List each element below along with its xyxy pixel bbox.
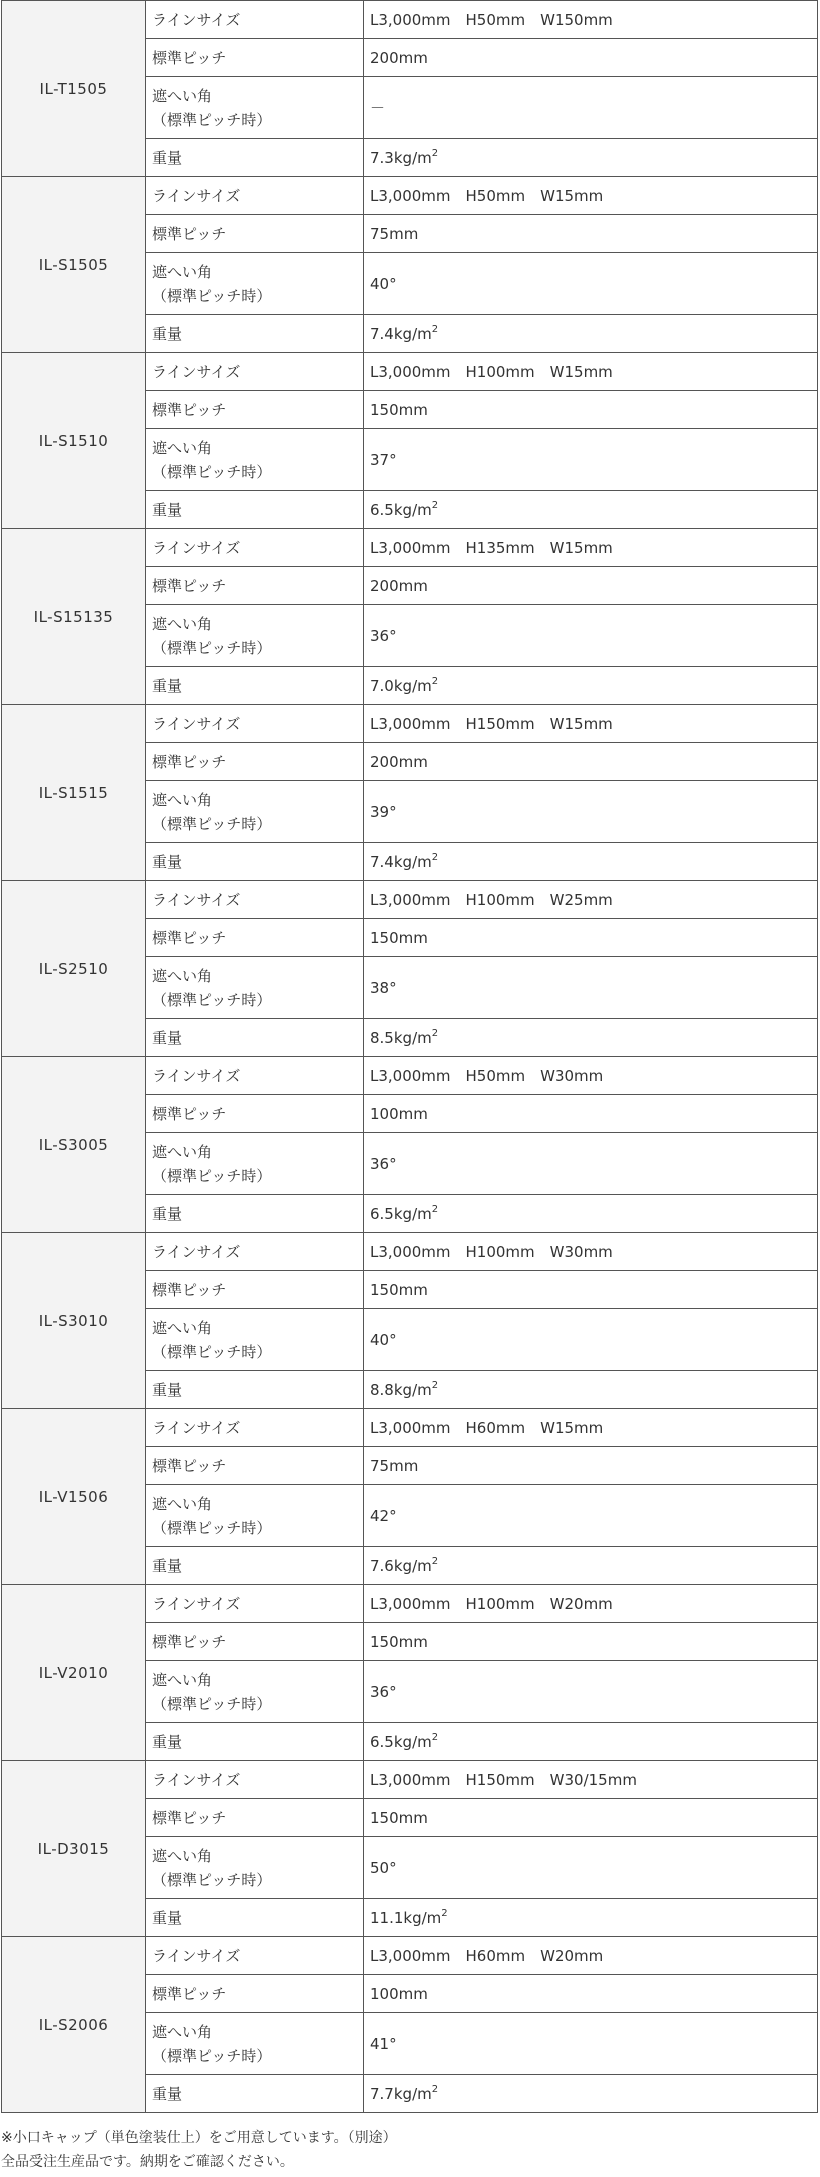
value-line-size: L3,000mm H100mm W25mm	[364, 881, 818, 919]
label-pitch: 標準ピッチ	[146, 391, 364, 429]
weight-unit-superscript: 2	[431, 1203, 439, 1215]
label-angle-line2: （標準ピッチ時）	[152, 638, 272, 657]
value-line-size: L3,000mm H50mm W15mm	[364, 177, 818, 215]
label-angle-line1: 遮へい角	[152, 438, 213, 457]
value-line-size: L3,000mm H135mm W15mm	[364, 529, 818, 567]
label-weight: 重量	[146, 1195, 364, 1233]
label-angle	[146, 77, 364, 139]
label-angle-line2: （標準ピッチ時）	[152, 2046, 272, 2065]
label-weight: 重量	[146, 1019, 364, 1057]
value-weight	[364, 1371, 818, 1409]
weight-unit-superscript: 2	[431, 675, 439, 687]
weight-number: 11.1kg/m	[370, 1908, 442, 1927]
label-weight: 重量	[146, 2075, 364, 2113]
value-angle: 37°	[364, 429, 818, 491]
value-weight	[364, 1195, 818, 1233]
label-angle-line2: （標準ピッチ時）	[152, 1166, 272, 1185]
label-angle	[146, 2013, 364, 2075]
label-weight: 重量	[146, 667, 364, 705]
value-weight	[364, 1019, 818, 1057]
label-angle-line1: 遮へい角	[152, 1318, 213, 1337]
value-angle: 39°	[364, 781, 818, 843]
label-angle-line2: （標準ピッチ時）	[152, 1694, 272, 1713]
product-spec-table	[1, 0, 818, 2113]
model-name-cell: IL-S1510	[2, 353, 146, 529]
spec-row-line-size	[2, 1585, 818, 1623]
label-angle-line1: 遮へい角	[152, 966, 213, 985]
model-name-cell: IL-V2010	[2, 1585, 146, 1761]
label-pitch: 標準ピッチ	[146, 39, 364, 77]
label-angle-line1: 遮へい角	[152, 86, 213, 105]
value-angle: 40°	[364, 1309, 818, 1371]
label-angle	[146, 957, 364, 1019]
value-pitch: 150mm	[364, 391, 818, 429]
model-name-cell: IL-S3010	[2, 1233, 146, 1409]
weight-unit-superscript: 2	[431, 499, 439, 511]
label-angle	[146, 1309, 364, 1371]
model-name-cell: IL-V1506	[2, 1409, 146, 1585]
model-name-cell: IL-T1505	[2, 1, 146, 177]
label-pitch: 標準ピッチ	[146, 1271, 364, 1309]
value-pitch: 200mm	[364, 567, 818, 605]
value-weight	[364, 139, 818, 177]
spec-row-line-size	[2, 353, 818, 391]
value-pitch: 200mm	[364, 743, 818, 781]
spec-row-line-size	[2, 177, 818, 215]
label-angle-line2: （標準ピッチ時）	[152, 1518, 272, 1537]
model-name-cell: IL-D3015	[2, 1761, 146, 1937]
weight-number: 6.5kg/m	[370, 500, 432, 519]
label-pitch: 標準ピッチ	[146, 1799, 364, 1837]
weight-unit-superscript: 2	[431, 1379, 439, 1391]
model-name-cell: IL-S1505	[2, 177, 146, 353]
value-angle: 38°	[364, 957, 818, 1019]
label-line-size: ラインサイズ	[146, 529, 364, 567]
label-angle-line1: 遮へい角	[152, 1846, 213, 1865]
value-pitch: 150mm	[364, 1799, 818, 1837]
weight-unit-superscript: 2	[441, 1907, 448, 1919]
label-weight: 重量	[146, 315, 364, 353]
label-line-size: ラインサイズ	[146, 353, 364, 391]
model-name-cell: IL-S3005	[2, 1057, 146, 1233]
value-angle: 36°	[364, 1133, 818, 1195]
label-pitch: 標準ピッチ	[146, 1623, 364, 1661]
label-pitch: 標準ピッチ	[146, 1447, 364, 1485]
label-weight: 重量	[146, 1899, 364, 1937]
label-pitch: 標準ピッチ	[146, 1975, 364, 2013]
weight-unit-superscript: 2	[431, 147, 439, 159]
label-angle-line1: 遮へい角	[152, 1670, 213, 1689]
weight-number: 8.8kg/m	[370, 1380, 432, 1399]
label-line-size: ラインサイズ	[146, 1761, 364, 1799]
label-angle	[146, 1133, 364, 1195]
value-weight	[364, 843, 818, 881]
label-weight: 重量	[146, 1371, 364, 1409]
label-line-size: ラインサイズ	[146, 177, 364, 215]
model-name-cell: IL-S2006	[2, 1937, 146, 2113]
label-angle-line1: 遮へい角	[152, 262, 213, 281]
weight-number: 7.6kg/m	[370, 1556, 432, 1575]
label-angle-line1: 遮へい角	[152, 790, 213, 809]
label-line-size: ラインサイズ	[146, 1409, 364, 1447]
label-weight: 重量	[146, 1547, 364, 1585]
value-weight	[364, 1547, 818, 1585]
label-angle-line1: 遮へい角	[152, 614, 213, 633]
weight-unit-superscript: 2	[431, 1027, 439, 1039]
value-line-size: L3,000mm H60mm W20mm	[364, 1937, 818, 1975]
label-line-size: ラインサイズ	[146, 1937, 364, 1975]
value-line-size: L3,000mm H150mm W15mm	[364, 705, 818, 743]
value-angle: 36°	[364, 605, 818, 667]
label-weight: 重量	[146, 1723, 364, 1761]
label-angle	[146, 1837, 364, 1899]
spec-row-line-size	[2, 881, 818, 919]
value-weight	[364, 2075, 818, 2113]
value-weight	[364, 667, 818, 705]
label-pitch: 標準ピッチ	[146, 567, 364, 605]
label-angle-line2: （標準ピッチ時）	[152, 462, 272, 481]
weight-number: 7.7kg/m	[370, 2084, 432, 2103]
value-pitch: 75mm	[364, 1447, 818, 1485]
value-angle: 42°	[364, 1485, 818, 1547]
value-pitch: 150mm	[364, 1623, 818, 1661]
label-angle-line1: 遮へい角	[152, 1494, 213, 1513]
label-line-size: ラインサイズ	[146, 1585, 364, 1623]
spec-row-line-size	[2, 1761, 818, 1799]
value-pitch: 100mm	[364, 1975, 818, 2013]
weight-unit-superscript: 2	[431, 323, 439, 335]
value-line-size: L3,000mm H100mm W15mm	[364, 353, 818, 391]
weight-number: 8.5kg/m	[370, 1028, 432, 1047]
value-weight	[364, 1899, 818, 1937]
value-pitch: 150mm	[364, 1271, 818, 1309]
value-weight	[364, 491, 818, 529]
value-weight	[364, 1723, 818, 1761]
weight-unit-superscript: 2	[431, 1731, 439, 1743]
weight-number: 7.4kg/m	[370, 852, 432, 871]
value-pitch: 100mm	[364, 1095, 818, 1133]
value-line-size: L3,000mm H50mm W30mm	[364, 1057, 818, 1095]
spec-table-body	[2, 1, 818, 2113]
label-angle-line2: （標準ピッチ時）	[152, 286, 272, 305]
label-weight: 重量	[146, 491, 364, 529]
value-pitch: 75mm	[364, 215, 818, 253]
spec-row-line-size	[2, 1937, 818, 1975]
label-pitch: 標準ピッチ	[146, 1095, 364, 1133]
spec-row-line-size	[2, 1, 818, 39]
label-angle-line2: （標準ピッチ時）	[152, 814, 272, 833]
label-weight: 重量	[146, 843, 364, 881]
spec-row-line-size	[2, 1233, 818, 1271]
label-angle	[146, 1661, 364, 1723]
label-angle-line2: （標準ピッチ時）	[152, 110, 272, 129]
label-angle	[146, 781, 364, 843]
spec-row-line-size	[2, 529, 818, 567]
label-angle-line2: （標準ピッチ時）	[152, 1870, 272, 1889]
weight-number: 7.3kg/m	[370, 148, 432, 167]
label-angle-line2: （標準ピッチ時）	[152, 1342, 272, 1361]
value-line-size: L3,000mm H100mm W20mm	[364, 1585, 818, 1623]
label-line-size: ラインサイズ	[146, 1233, 364, 1271]
value-angle: 41°	[364, 2013, 818, 2075]
value-line-size: L3,000mm H60mm W15mm	[364, 1409, 818, 1447]
note-end-cap: ※小口キャップ（単色塗装仕上）をご用意しています。（別途）	[1, 2130, 397, 2146]
label-pitch: 標準ピッチ	[146, 919, 364, 957]
weight-unit-superscript: 2	[431, 851, 439, 863]
weight-unit-superscript: 2	[431, 2083, 439, 2095]
spec-row-line-size	[2, 1057, 818, 1095]
weight-unit-superscript: 2	[431, 1555, 439, 1567]
label-angle-line1: 遮へい角	[152, 2022, 213, 2041]
value-angle: 36°	[364, 1661, 818, 1723]
weight-number: 6.5kg/m	[370, 1732, 432, 1751]
value-angle: －	[364, 77, 818, 139]
label-line-size: ラインサイズ	[146, 881, 364, 919]
weight-number: 6.5kg/m	[370, 1204, 432, 1223]
value-pitch: 150mm	[364, 919, 818, 957]
spec-row-line-size	[2, 705, 818, 743]
label-pitch: 標準ピッチ	[146, 743, 364, 781]
label-line-size: ラインサイズ	[146, 1057, 364, 1095]
value-line-size: L3,000mm H100mm W30mm	[364, 1233, 818, 1271]
label-angle-line1: 遮へい角	[152, 1142, 213, 1161]
weight-number: 7.4kg/m	[370, 324, 432, 343]
label-weight: 重量	[146, 139, 364, 177]
value-line-size: L3,000mm H150mm W30/15mm	[364, 1761, 818, 1799]
value-pitch: 200mm	[364, 39, 818, 77]
note-made-to-order: 全品受注生産品です。納期をご確認ください。	[1, 2154, 294, 2170]
model-name-cell: IL-S15135	[2, 529, 146, 705]
model-name-cell: IL-S2510	[2, 881, 146, 1057]
value-angle: 40°	[364, 253, 818, 315]
model-name-cell: IL-S1515	[2, 705, 146, 881]
weight-number: 7.0kg/m	[370, 676, 432, 695]
label-pitch: 標準ピッチ	[146, 215, 364, 253]
label-angle	[146, 1485, 364, 1547]
label-line-size: ラインサイズ	[146, 705, 364, 743]
value-weight	[364, 315, 818, 353]
label-line-size: ラインサイズ	[146, 1, 364, 39]
spec-row-line-size	[2, 1409, 818, 1447]
value-line-size: L3,000mm H50mm W150mm	[364, 1, 818, 39]
label-angle-line2: （標準ピッチ時）	[152, 990, 272, 1009]
label-angle	[146, 605, 364, 667]
label-angle	[146, 253, 364, 315]
notes-section	[1, 2126, 818, 2174]
value-angle: 50°	[364, 1837, 818, 1899]
label-angle	[146, 429, 364, 491]
